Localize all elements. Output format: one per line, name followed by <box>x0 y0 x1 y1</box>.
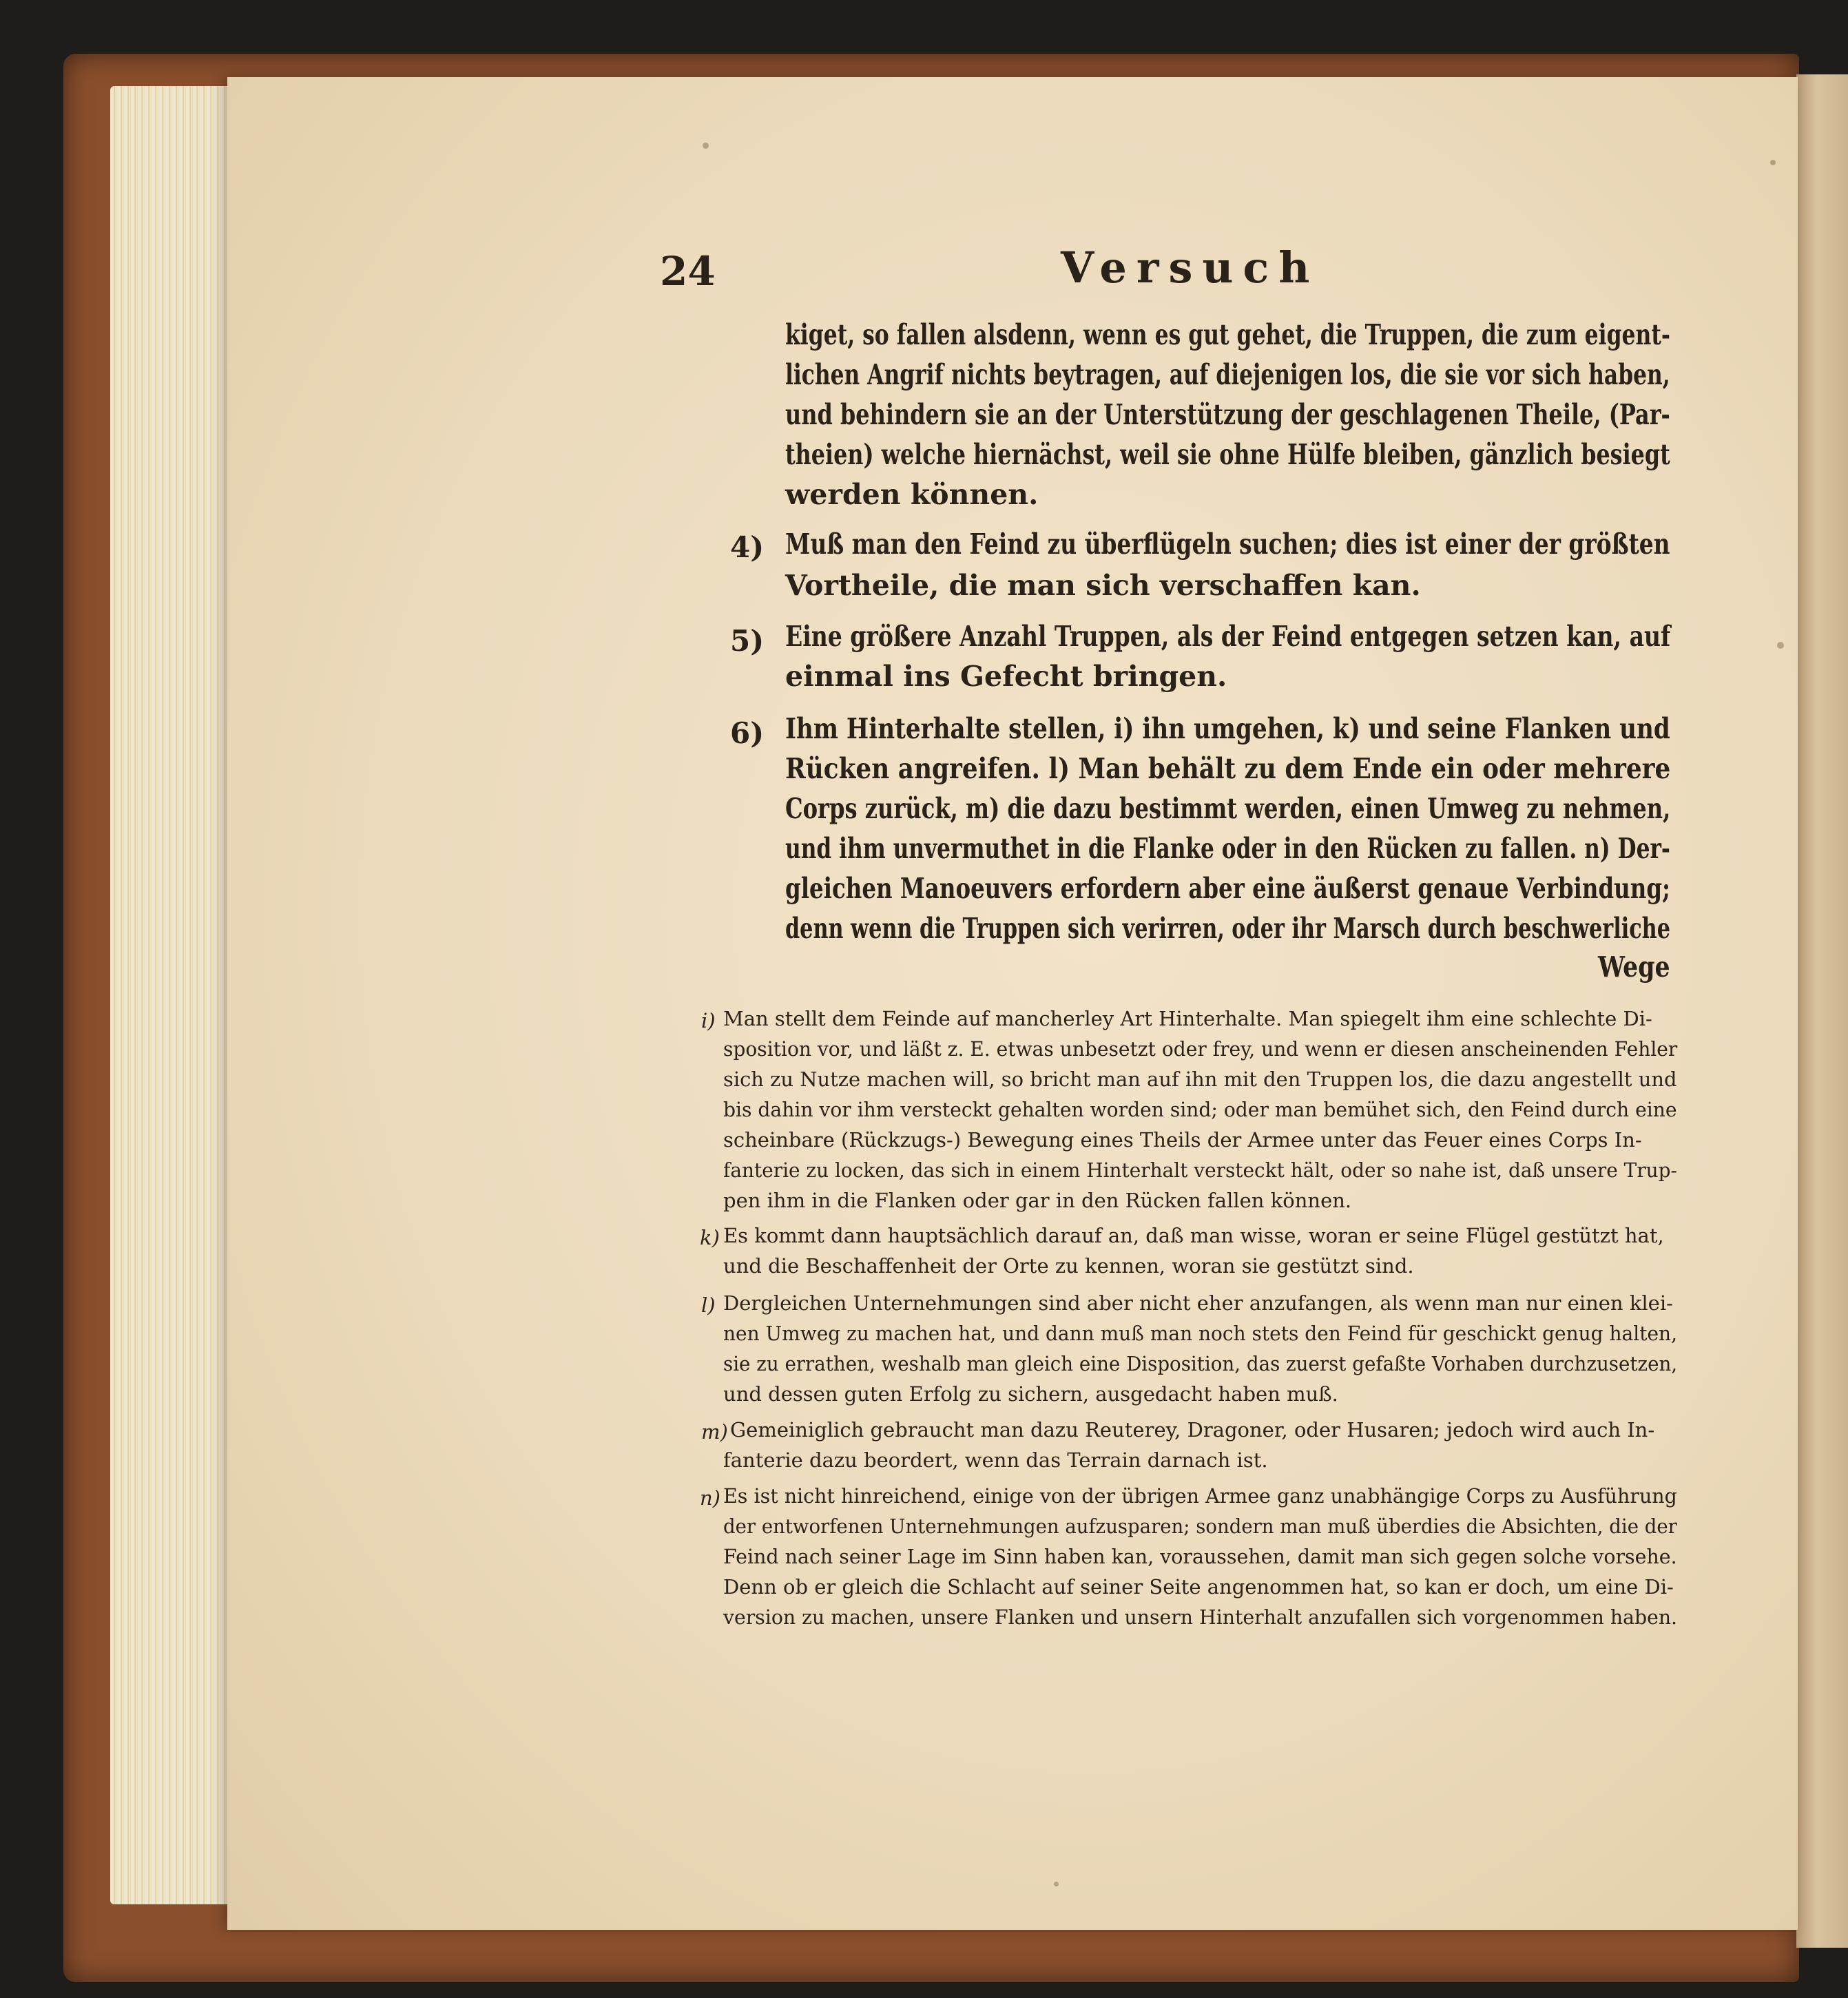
page-number: 24 <box>660 248 716 295</box>
catchword: Wege <box>1598 950 1670 984</box>
footnote-line: sich zu Nutze machen will, so bricht man auf ihn mit den Truppen los, die dazu angestellt und <box>723 1068 1677 1091</box>
footnote-line: fanterie dazu beordert, wenn das Terrain darnach ist. <box>723 1448 1268 1472</box>
body-line: Vortheile, die man sich verschaffen kan. <box>785 569 1421 602</box>
foxing-spot <box>1770 160 1776 165</box>
footnote-line: nen Umweg zu machen hat, und dann muß man noch stets den Feind für geschickt genug halten, <box>723 1322 1677 1345</box>
body-line: Eine größere Anzahl Truppen, als der Feind entgegen setzen kan, auf <box>785 620 1671 653</box>
body-line: einmal ins Gefecht bringen. <box>785 660 1227 693</box>
footnote-line: Es kommt dann hauptsächlich darauf an, daß man wisse, woran er seine Flügel gestützt hat, <box>723 1224 1664 1247</box>
foxing-spot <box>1054 1882 1059 1886</box>
body-line: gleichen Manoeuvers erfordern aber eine äußerst genaue Verbindung; <box>785 872 1671 905</box>
footnote-line: bis dahin vor ihm versteckt gehalten worden sind; oder man bemühet sich, den Feind durch eine <box>723 1098 1677 1121</box>
footnote-mark: i) <box>701 1009 716 1032</box>
body-line: Ihm Hinterhalte stellen, i) ihn umgehen, k) und seine Flanken und <box>785 712 1670 745</box>
footnote-line: sie zu errathen, weshalb man gleich eine Disposition, das zuerst gefaßte Vorhaben durchzusetzen, <box>723 1352 1678 1375</box>
page-edges <box>110 86 241 1904</box>
footnote-line: und dessen guten Erfolg zu sichern, ausgedacht haben muß. <box>723 1382 1338 1406</box>
body-line: und ihm unvermuthet in die Flanke oder in den Rücken zu fallen. n) Der- <box>785 832 1670 865</box>
footnote-line: pen ihm in die Flanken oder gar in den Rücken fallen können. <box>723 1189 1352 1212</box>
running-head: Versuch <box>1061 242 1320 293</box>
body-line: lichen Angrif nichts beytragen, auf diejenigen los, die sie vor sich haben, <box>785 358 1670 391</box>
footnote-line: fanterie zu locken, das sich in einem Hinterhalt versteckt hält, oder so nahe ist, daß unsere Trup- <box>723 1158 1677 1182</box>
foxing-spot <box>703 143 709 149</box>
body-line: werden können. <box>785 478 1039 511</box>
footnote-line: scheinbare (Rückzugs-) Bewegung eines Theils der Armee unter das Feuer eines Corps In- <box>723 1128 1642 1152</box>
body-line: Muß man den Feind zu überflügeln suchen; dies ist einer der größten <box>785 528 1670 561</box>
footnote-mark: k) <box>700 1226 720 1249</box>
footnote-line: sposition vor, und läßt z. E. etwas unbesetzt oder frey, und wenn er diesen anscheinenden Fehler <box>723 1037 1678 1061</box>
footnote-line: Gemeiniglich gebraucht man dazu Reuterey, Dragoner, oder Husaren; jedoch wird auch In- <box>730 1418 1655 1442</box>
body-line: theien) welche hiernächst, weil sie ohne Hülfe bleiben, gänzlich besiegt <box>785 438 1670 471</box>
footnote-line: Es ist nicht hinreichend, einige von der übrigen Armee ganz unabhängige Corps zu Ausführung <box>723 1484 1677 1508</box>
facing-page-edge <box>1796 74 1848 1948</box>
footnote-mark: l) <box>701 1293 716 1317</box>
footnote-line: der entworfenen Unternehmungen aufzusparen; sondern man muß überdies die Absichten, die der <box>723 1515 1677 1538</box>
footnote-line: Dergleichen Unternehmungen sind aber nicht eher anzufangen, als wenn man nur einen klei- <box>723 1291 1673 1315</box>
book-page <box>227 77 1798 1930</box>
item-number: 6) <box>730 716 765 750</box>
body-line: kiget, so fallen alsdenn, wenn es gut gehet, die Truppen, die zum eigent- <box>785 318 1670 351</box>
footnote-line: und die Beschaffenheit der Orte zu kennen, woran sie gestützt sind. <box>723 1254 1414 1278</box>
footnote-line: Feind nach seiner Lage im Sinn haben kan, voraussehen, damit man sich gegen solche vorsehe. <box>723 1545 1677 1568</box>
body-line: und behindern sie an der Unterstützung der geschlagenen Theile, (Par- <box>785 398 1670 431</box>
footnote-mark: m) <box>701 1420 728 1444</box>
item-number: 4) <box>730 530 765 564</box>
footnote-line: Denn ob er gleich die Schlacht auf seiner Seite angenommen hat, so kan er doch, um eine Di- <box>723 1575 1674 1599</box>
body-line: Rücken angreifen. l) Man behält zu dem Ende ein oder mehrere <box>785 752 1671 785</box>
foxing-spot <box>1777 642 1784 649</box>
footnote-line: version zu machen, unsere Flanken und unsern Hinterhalt anzufallen sich vorgenommen haben. <box>723 1605 1678 1629</box>
body-line: denn wenn die Truppen sich verirren, oder ihr Marsch durch beschwerliche <box>785 912 1670 945</box>
footnote-mark: n) <box>700 1486 720 1510</box>
footnote-line: Man stellt dem Feinde auf mancherley Art Hinterhalte. Man spiegelt ihm eine schlechte Di- <box>723 1007 1652 1030</box>
body-line: Corps zurück, m) die dazu bestimmt werden, einen Umweg zu nehmen, <box>785 792 1671 825</box>
item-number: 5) <box>730 624 765 658</box>
